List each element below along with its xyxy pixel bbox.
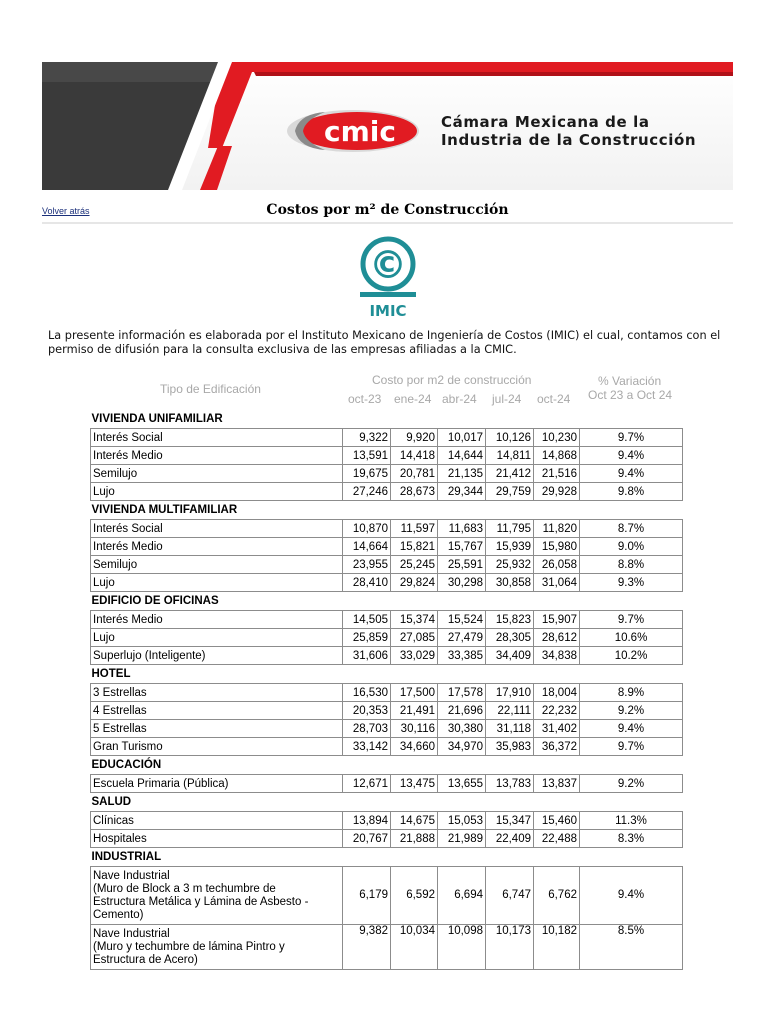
building-type-cell: [91, 611, 343, 629]
org-name-line1: Cámara Mexicana de la: [441, 113, 650, 131]
cost-cell-abr-24: 17,578: [438, 684, 486, 702]
cost-cell-oct-24: 31,064: [534, 574, 580, 592]
category-title: SALUD: [91, 796, 132, 808]
header-period: abr-24: [442, 392, 477, 406]
cost-cell-oct-24: 26,058: [534, 556, 580, 574]
header-period: oct-24: [537, 392, 571, 406]
variation-cell: 8.7%: [580, 520, 683, 538]
cost-cell-oct-23: 28,703: [343, 720, 391, 738]
cost-cell-ene-24: 30,116: [391, 720, 438, 738]
building-type-name: Clínicas: [93, 814, 134, 827]
cost-cell-oct-23: 33,142: [343, 738, 391, 756]
table-row: [91, 775, 683, 793]
cost-cell-jul-24: 30,858: [486, 574, 534, 592]
table-row: [91, 812, 683, 830]
header-building-type: Tipo de Edificación: [160, 382, 261, 396]
cost-cell-ene-24: 14,675: [391, 812, 438, 830]
building-type-name: 5 Estrellas: [93, 722, 147, 735]
building-type-name: Lujo: [93, 485, 115, 498]
cost-cell-oct-24: 36,372: [534, 738, 580, 756]
building-type-cell: [91, 629, 343, 647]
category-row: [91, 501, 683, 520]
category-title: HOTEL: [91, 668, 131, 680]
cost-cell-jul-24: 11,795: [486, 520, 534, 538]
variation-cell: 9.0%: [580, 538, 683, 556]
cost-cell-oct-23: 6,179: [343, 867, 391, 925]
building-type-cell: [91, 684, 343, 702]
cost-cell-abr-24: 21,135: [438, 465, 486, 483]
header-variation-range: Oct 23 a Oct 24: [588, 388, 673, 402]
cost-cell-ene-24: 20,781: [391, 465, 438, 483]
cost-cell-oct-24: 13,837: [534, 775, 580, 793]
cost-cell-oct-23: 14,664: [343, 538, 391, 556]
variation-cell: 8.3%: [580, 830, 683, 848]
cost-cell-abr-24: 10,017: [438, 429, 486, 447]
variation-cell: 9.7%: [580, 611, 683, 629]
table-row: [91, 574, 683, 592]
building-type-name: Gran Turismo: [93, 740, 163, 753]
cost-cell-ene-24: 14,418: [391, 447, 438, 465]
building-type-cell: [91, 483, 343, 501]
cost-cell-oct-23: 19,675: [343, 465, 391, 483]
cost-cell-jul-24: 34,409: [486, 647, 534, 665]
building-type-detail: Estructura de Acero): [93, 954, 198, 966]
building-type-detail: Cemento): [93, 909, 144, 921]
variation-cell: 8.8%: [580, 556, 683, 574]
variation-cell: 9.4%: [580, 465, 683, 483]
cost-cell-oct-24: 34,838: [534, 647, 580, 665]
category-row: [91, 410, 683, 429]
intro-paragraph: La presente información es elaborada por el Instituto Mexicano de Ingeniería de Costos (IMIC) el cual, contamos con el permiso de difusión para la consulta exclusiva de las empresas afiliadas a la CMIC.: [48, 329, 721, 356]
building-type-cell: [91, 647, 343, 665]
header-period: jul-24: [492, 392, 522, 406]
table-row: [91, 556, 683, 574]
building-type-name: Semilujo: [93, 467, 138, 480]
table-row: [91, 647, 683, 665]
building-type-detail: (Muro y techumbre de lámina Pintro y: [93, 941, 285, 953]
category-title: VIVIENDA MULTIFAMILIAR: [91, 504, 238, 516]
cmic-logo-text: cmic: [324, 115, 396, 148]
cost-cell-abr-24: 15,053: [438, 812, 486, 830]
building-type-cell: [91, 867, 343, 925]
cost-cell-ene-24: 27,085: [391, 629, 438, 647]
building-type-cell: [91, 925, 343, 970]
table-row: [91, 520, 683, 538]
imic-symbol: ©: [369, 243, 407, 287]
building-type-cell: [91, 429, 343, 447]
cost-cell-jul-24: 15,823: [486, 611, 534, 629]
building-type-cell: [91, 574, 343, 592]
cost-cell-oct-23: 9,322: [343, 429, 391, 447]
header-period: ene-24: [394, 392, 432, 406]
table-row: [91, 465, 683, 483]
header-period: oct-23: [348, 392, 382, 406]
cost-cell-jul-24: 17,910: [486, 684, 534, 702]
cost-cell-abr-24: 10,098: [438, 925, 486, 970]
cost-cell-abr-24: 15,524: [438, 611, 486, 629]
building-type-name: 3 Estrellas: [93, 686, 147, 699]
cost-cell-ene-24: 13,475: [391, 775, 438, 793]
cost-cell-oct-23: 27,246: [343, 483, 391, 501]
cost-cell-ene-24: 15,821: [391, 538, 438, 556]
cost-cell-oct-24: 29,928: [534, 483, 580, 501]
cost-cell-oct-23: 25,859: [343, 629, 391, 647]
building-type-name: Interés Social: [93, 522, 163, 535]
building-type-name: Lujo: [93, 576, 115, 589]
cost-cell-abr-24: 29,344: [438, 483, 486, 501]
cost-cell-oct-23: 10,870: [343, 520, 391, 538]
cost-cell-ene-24: 11,597: [391, 520, 438, 538]
table-row: [91, 629, 683, 647]
building-type-name: Lujo: [93, 631, 115, 644]
cost-cell-oct-24: 14,868: [534, 447, 580, 465]
variation-cell: 9.4%: [580, 447, 683, 465]
cost-cell-oct-23: 13,591: [343, 447, 391, 465]
cost-cell-oct-24: 15,907: [534, 611, 580, 629]
category-row: [91, 665, 683, 684]
table-row: [91, 684, 683, 702]
variation-cell: 9.3%: [580, 574, 683, 592]
cost-cell-abr-24: 11,683: [438, 520, 486, 538]
cost-cell-oct-24: 10,230: [534, 429, 580, 447]
cost-cell-abr-24: 25,591: [438, 556, 486, 574]
cost-cell-oct-24: 11,820: [534, 520, 580, 538]
table-row: [91, 447, 683, 465]
variation-cell: 10.2%: [580, 647, 683, 665]
org-name: [441, 113, 696, 149]
cost-cell-jul-24: 22,409: [486, 830, 534, 848]
building-type-name: Hospitales: [93, 832, 147, 845]
cost-cell-abr-24: 21,696: [438, 702, 486, 720]
cost-cell-ene-24: 15,374: [391, 611, 438, 629]
cost-cell-oct-23: 9,382: [343, 925, 391, 970]
table-row: [91, 830, 683, 848]
cost-cell-oct-24: 6,762: [534, 867, 580, 925]
cost-table: [90, 410, 683, 970]
variation-cell: 9.4%: [580, 720, 683, 738]
org-name-line2: Industria de la Construcción: [441, 131, 697, 149]
building-type-cell: [91, 556, 343, 574]
cost-cell-abr-24: 27,479: [438, 629, 486, 647]
table-row: [91, 483, 683, 501]
table-row: [91, 611, 683, 629]
cmic-logo: [285, 108, 433, 154]
cost-cell-ene-24: 21,491: [391, 702, 438, 720]
variation-cell: 8.9%: [580, 684, 683, 702]
cost-cell-oct-23: 28,410: [343, 574, 391, 592]
variation-cell: 10.6%: [580, 629, 683, 647]
cost-cell-oct-24: 31,402: [534, 720, 580, 738]
building-type-cell: [91, 775, 343, 793]
cost-cell-ene-24: 6,592: [391, 867, 438, 925]
variation-cell: 9.2%: [580, 775, 683, 793]
building-type-detail: Estructura Metálica y Lámina de Asbesto -: [93, 896, 309, 908]
cost-cell-jul-24: 6,747: [486, 867, 534, 925]
header-variation: % Variación: [598, 374, 662, 388]
cost-cell-ene-24: 25,245: [391, 556, 438, 574]
cost-cell-jul-24: 31,118: [486, 720, 534, 738]
table-row: [91, 720, 683, 738]
table-row: [91, 867, 683, 925]
table-row: [91, 538, 683, 556]
category-title: EDIFICIO DE OFICINAS: [91, 595, 219, 607]
variation-cell: 11.3%: [580, 812, 683, 830]
title-bar: [42, 198, 733, 224]
cost-cell-ene-24: 29,824: [391, 574, 438, 592]
variation-cell: 9.8%: [580, 483, 683, 501]
building-type-detail: (Muro de Block a 3 m techumbre de: [93, 883, 276, 895]
building-type-name: Interés Medio: [93, 613, 163, 626]
cost-cell-oct-24: 21,516: [534, 465, 580, 483]
cost-cell-oct-24: 15,460: [534, 812, 580, 830]
cost-cell-ene-24: 28,673: [391, 483, 438, 501]
variation-cell: 9.7%: [580, 738, 683, 756]
building-type-cell: [91, 720, 343, 738]
cost-cell-abr-24: 30,298: [438, 574, 486, 592]
cost-cell-abr-24: 15,767: [438, 538, 486, 556]
building-type-name: Interés Social: [93, 431, 163, 444]
cost-cell-oct-23: 14,505: [343, 611, 391, 629]
building-type-cell: [91, 812, 343, 830]
cost-cell-jul-24: 22,111: [486, 702, 534, 720]
building-type-cell: [91, 538, 343, 556]
table-row: [91, 925, 683, 970]
building-type-cell: [91, 830, 343, 848]
cost-cell-oct-24: 18,004: [534, 684, 580, 702]
category-row: [91, 848, 683, 867]
cost-cell-abr-24: 21,989: [438, 830, 486, 848]
building-type-name: Interés Medio: [93, 449, 163, 462]
cost-cell-abr-24: 13,655: [438, 775, 486, 793]
table-row: [91, 429, 683, 447]
imic-label: IMIC: [369, 302, 407, 320]
cost-cell-jul-24: 13,783: [486, 775, 534, 793]
variation-cell: 8.5%: [580, 925, 683, 970]
category-row: [91, 756, 683, 775]
cost-cell-oct-23: 12,671: [343, 775, 391, 793]
building-type-cell: [91, 520, 343, 538]
variation-cell: 9.7%: [580, 429, 683, 447]
cost-cell-jul-24: 28,305: [486, 629, 534, 647]
cost-cell-ene-24: 10,034: [391, 925, 438, 970]
header-cost-group: Costo por m2 de construcción: [372, 373, 532, 387]
category-title: INDUSTRIAL: [91, 851, 162, 863]
building-type-cell: [91, 447, 343, 465]
cost-cell-abr-24: 33,385: [438, 647, 486, 665]
cost-cell-jul-24: 29,759: [486, 483, 534, 501]
building-type-name: Nave Industrial: [93, 870, 170, 882]
cost-cell-jul-24: 15,347: [486, 812, 534, 830]
cost-cell-abr-24: 14,644: [438, 447, 486, 465]
table-row: [91, 738, 683, 756]
imic-logo: [358, 234, 418, 320]
building-type-cell: [91, 465, 343, 483]
cost-cell-jul-24: 21,412: [486, 465, 534, 483]
cost-cell-oct-23: 23,955: [343, 556, 391, 574]
variation-cell: 9.4%: [580, 867, 683, 925]
cost-cell-oct-24: 22,488: [534, 830, 580, 848]
cost-cell-ene-24: 9,920: [391, 429, 438, 447]
cost-cell-jul-24: 15,939: [486, 538, 534, 556]
cost-cell-jul-24: 25,932: [486, 556, 534, 574]
building-type-name: 4 Estrellas: [93, 704, 147, 717]
cost-cell-ene-24: 34,660: [391, 738, 438, 756]
cost-cell-oct-24: 10,182: [534, 925, 580, 970]
cost-cell-jul-24: 10,126: [486, 429, 534, 447]
category-title: VIVIENDA UNIFAMILIAR: [91, 413, 223, 425]
category-row: [91, 592, 683, 611]
building-type-name: Interés Medio: [93, 540, 163, 553]
page-title: Costos por m² de Construcción: [266, 202, 509, 218]
cost-cell-jul-24: 35,983: [486, 738, 534, 756]
cost-cell-oct-24: 15,980: [534, 538, 580, 556]
building-type-cell: [91, 702, 343, 720]
table-row: [91, 702, 683, 720]
cost-cell-ene-24: 21,888: [391, 830, 438, 848]
category-row: [91, 793, 683, 812]
cost-cell-oct-24: 28,612: [534, 629, 580, 647]
building-type-name: Semilujo: [93, 558, 138, 571]
cost-cell-oct-24: 22,232: [534, 702, 580, 720]
back-link[interactable]: Volver atrás: [42, 206, 90, 216]
cost-cell-ene-24: 17,500: [391, 684, 438, 702]
cost-cell-jul-24: 14,811: [486, 447, 534, 465]
building-type-name: Nave Industrial: [93, 928, 170, 940]
building-type-name: Escuela Primaria (Pública): [93, 777, 229, 790]
cost-cell-oct-23: 20,353: [343, 702, 391, 720]
cost-cell-ene-24: 33,029: [391, 647, 438, 665]
cost-cell-oct-23: 31,606: [343, 647, 391, 665]
cost-cell-abr-24: 34,970: [438, 738, 486, 756]
cost-cell-abr-24: 6,694: [438, 867, 486, 925]
variation-cell: 9.2%: [580, 702, 683, 720]
cost-cell-oct-23: 20,767: [343, 830, 391, 848]
cost-cell-oct-23: 13,894: [343, 812, 391, 830]
cost-cell-jul-24: 10,173: [486, 925, 534, 970]
building-type-cell: [91, 738, 343, 756]
cost-cell-abr-24: 30,380: [438, 720, 486, 738]
building-type-name: Superlujo (Inteligente): [93, 649, 206, 662]
category-title: EDUCACIÓN: [91, 759, 162, 771]
cost-cell-oct-23: 16,530: [343, 684, 391, 702]
